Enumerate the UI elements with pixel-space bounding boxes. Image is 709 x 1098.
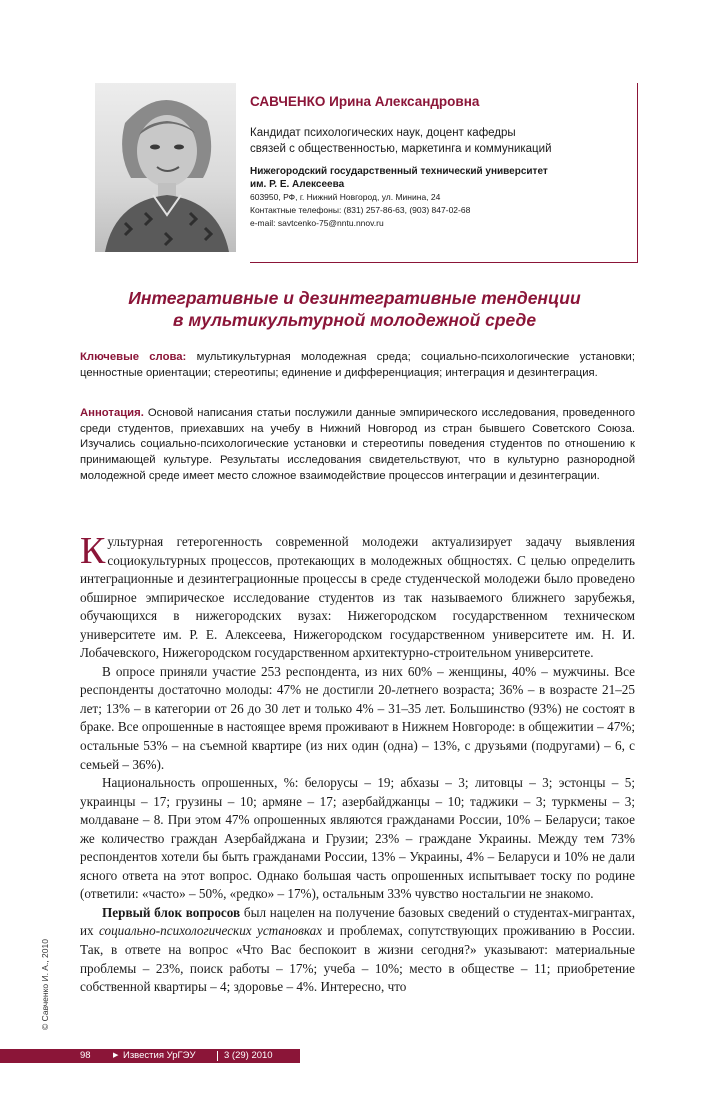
article-title <box>80 287 629 331</box>
author-phones: Контактные телефоны: (831) 257-86-63, (903) 847-02-68 <box>250 205 471 215</box>
header-divider-horizontal <box>250 262 638 263</box>
page-footer <box>0 1049 300 1063</box>
author-position-line: Кандидат психологических наук, доцент кафедры <box>250 127 516 139</box>
body-paragraph <box>80 904 635 997</box>
author-organization <box>250 165 640 191</box>
article-body <box>80 530 636 997</box>
page-number: 98 <box>80 1050 91 1061</box>
title-line: Интегративные и дезинтегративные тенденции <box>128 288 581 308</box>
author-position-line: связей с общественностью, маркетинга и коммуникаций <box>250 143 552 155</box>
issue-number: 3 (29) 2010 <box>224 1050 273 1061</box>
triangle-right-icon: ▶ <box>113 1052 119 1059</box>
section-lead: Первый блок вопросов <box>102 904 241 920</box>
body-paragraph: В опросе приняли участие 253 респондента, из них 60% – женщины, 40% – мужчины. Все респонденты достаточно молоды: 47% не достигли 20-летнего возраста; 36% – в возрасте 21–25 лет; 13% – в категории от 26 до 30 лет и только 4% – 31–35 лет. Большинство (93%) не состоят в браке. Все опрошенные в настоящее время проживают в Нижнем Новгороде: в общежитии – 47%; остальные 53% – на съемной квартире (из них один (одна) – 13%, с друзьями (подругами) – 6, с семьей – 36%). <box>80 663 635 772</box>
paragraph-text: был нацелен на получение базовых сведений о студентах-мигрантах, их <box>80 904 636 939</box>
abstract-text: Основой написания статьи послужили данные эмпирического исследования, проведенного среди студентов, приехавших на учебу в Нижний Новгород из стран бывшего Советского Союза. Изучались социально-психологические установки и стереотипы поведения студентов по отношению к принимающей культуре. Результаты исследования свидетельствуют, что в культурно разнородной молодежной среде имеет место сложное взаимодействие процессов интеграции и дезинтеграции. <box>80 407 635 482</box>
keywords-text: мультикультурная молодежная среда; социально-психологические установки; ценностные ориентации; стереотипы; единение и дифференциация; интеграция и дезинтеграция. <box>80 351 635 379</box>
portrait-illustration <box>95 83 236 252</box>
author-address: 603950, РФ, г. Нижний Новгород, ул. Минина, 24 <box>250 192 441 202</box>
author-org-line: им. Р. Е. Алексеева <box>250 179 345 190</box>
author-email[interactable]: e-mail: savtcenko-75@nntu.nnov.ru <box>250 218 384 228</box>
author-photo <box>95 83 236 252</box>
emphasis-text: социально-психологических установках <box>98 923 323 939</box>
footer-divider <box>217 1051 218 1061</box>
title-line: в мультикультурной молодежной среде <box>172 310 537 330</box>
author-position <box>250 125 640 157</box>
drop-cap: К <box>80 530 106 572</box>
copyright-notice: © Савченко И. А., 2010 <box>40 939 50 1030</box>
paragraph-text: и проблемах, сопутствующих проживанию в России. Так, в ответе на вопрос «Что Вас беспокоит в жизни сегодня?» указывают: материальные проблемы – 23%, поиск работы – 17%; учеба – 10%; место в обществе – 11; приобретение собственной квартиры – 4; здоровье – 4%. Интересно, что <box>80 923 635 995</box>
body-paragraph <box>80 530 635 663</box>
keywords <box>80 350 635 381</box>
author-contacts <box>250 191 640 230</box>
author-org-line: Нижегородский государственный технический университет <box>250 166 548 177</box>
paragraph-text: ультурная гетерогенность современной молодежи актуализирует задачу выявления социокультурных процессов, протекающих в молодежных общностях. С целью определить интеграционные и дезинтеграционные процессы в среде студенческой молодежи было проведено обширное эмпирическое исследование студентов из так называемого ближнего зарубежья, обучающихся в нижегородских вузах: Нижегородском государственном техническом университете им. Р. Е. Алексеева, Нижегородском государственном университете им. Н. И. Лобачевского, Нижегородском государственном архитектурно-строительном университете. <box>80 534 635 661</box>
journal-name: Известия УрГЭУ <box>123 1050 196 1061</box>
author-name: САВЧЕНКО Ирина Александровна <box>250 94 480 109</box>
abstract-label: Аннотация. <box>80 407 144 419</box>
author-info <box>250 94 640 230</box>
body-paragraph: Национальность опрошенных, %: белорусы – 19; абхазы – 3; литовцы – 3; эстонцы – 5; украинцы – 17; грузины – 10; армяне – 17; азербайджанцы – 10; таджики – 3; туркмены – 3; молдаване – 8. При этом 47% опрошенных являются гражданами России, 10% – Беларуси; такое же количество граждан Азербайджана и Грузии; 23% – граждане Украины. Между тем 73% респондентов хотели бы быть гражданами России, 13% – Украины, 4% – Беларуси и 10% не дали ясного ответа на этот вопрос. Однако большая часть опрошенных испытывает тоску по родине (ответили: «часто» – 50%, «редко» – 17%), остальным 33% чувство ностальгии не знакомо. <box>80 775 635 902</box>
header-divider-vertical <box>637 83 638 263</box>
abstract <box>80 406 635 485</box>
keywords-label: Ключевые слова: <box>80 351 187 363</box>
